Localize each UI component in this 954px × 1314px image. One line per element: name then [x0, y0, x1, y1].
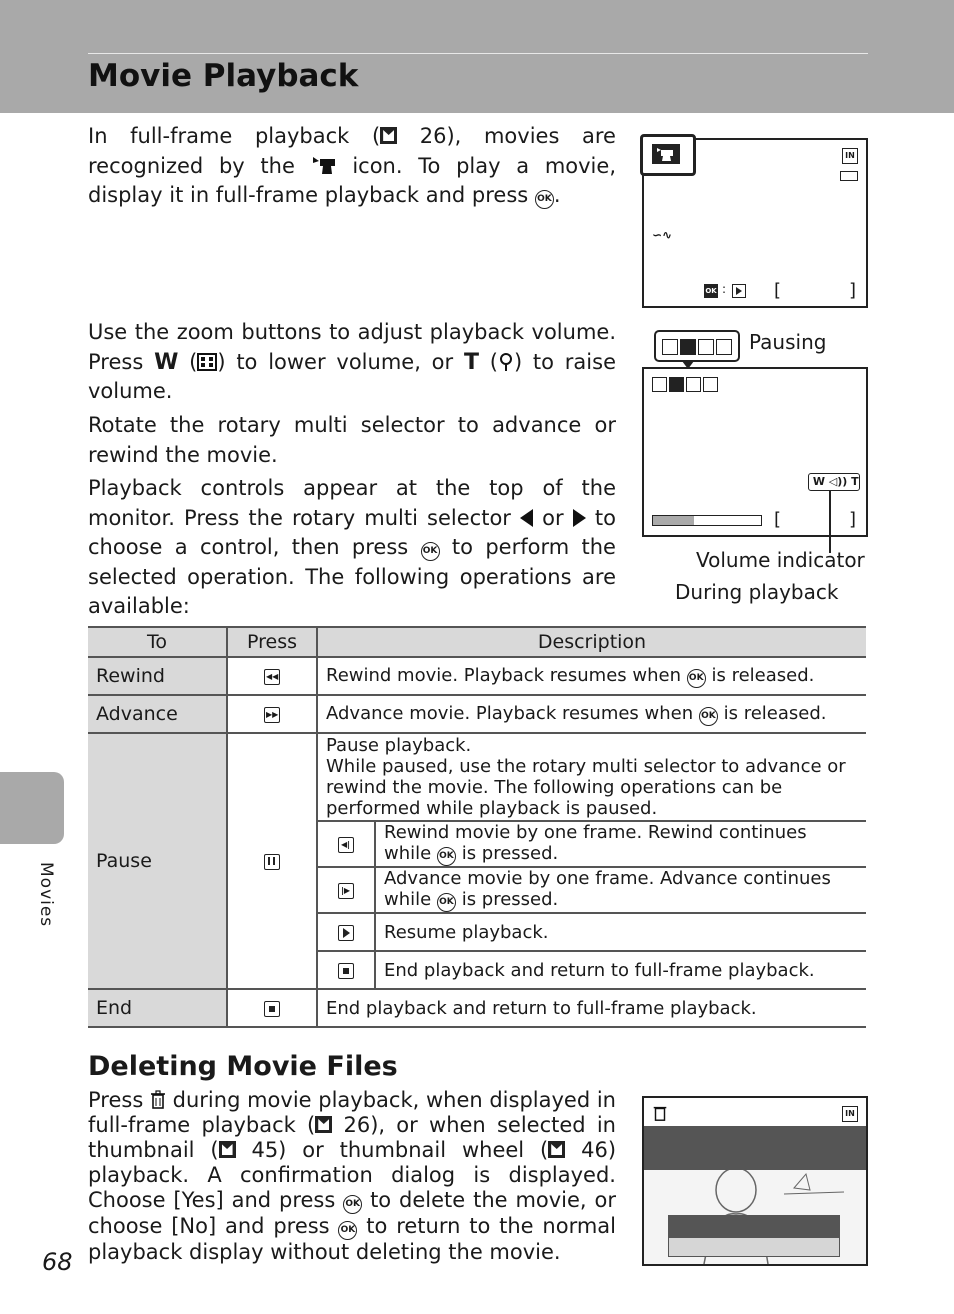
rotary-paragraph: Rotate the rotary multi selector to advance or rewind the movie. [88, 413, 616, 467]
row-to: Advance [88, 695, 227, 733]
pausing-controls-callout [654, 330, 740, 362]
table-header-row [88, 627, 866, 657]
right-arrow-icon [573, 509, 586, 527]
zoom-icon [498, 352, 514, 372]
end-button-icon [264, 1001, 280, 1017]
frame-rewind-icon [662, 339, 678, 355]
trash-icon [150, 1090, 166, 1110]
reference-icon [219, 1141, 236, 1158]
section-tab [0, 772, 64, 844]
row-to: End [88, 989, 227, 1027]
battery-icon [840, 171, 858, 181]
volume-indicator-label: Volume indicator [696, 548, 865, 572]
header-rule [88, 53, 868, 54]
left-arrow-icon [520, 509, 533, 527]
row-to: Rewind [88, 657, 227, 695]
internal-memory-icon: IN [842, 148, 858, 164]
volume-pointer-line [829, 490, 831, 553]
ok-button-icon: OK [535, 190, 554, 209]
dialog-banner [644, 1126, 866, 1170]
table-row: |▶ Advance movie by one frame. Advance continues while OK is pressed. [88, 867, 866, 913]
header-band [0, 0, 954, 113]
thumbnail-icon [197, 353, 217, 371]
section-heading: Deleting Movie Files [88, 1051, 398, 1082]
delete-confirmation-screen [642, 1096, 868, 1266]
end-button-icon [338, 963, 354, 979]
pause-button-icon [264, 854, 280, 870]
row-to: Pause [88, 733, 227, 989]
trash-icon [652, 1104, 668, 1122]
header-to: To [88, 627, 227, 657]
deleting-paragraph: Press during movie playback, when displayed in full-frame playback ( 26), or when selected in thumbnail ( 45) or thumbnail wheel ( 46) playback. A confirmation dialog is displayed. Choose [Yes] and press OK to delete the movie, or choose [No] and press OK to return to the normal playback display without deleting the movie. [88, 1088, 617, 1264]
frame-advance-icon [716, 339, 732, 355]
table-row: Rewind ◀◀ Rewind movie. Playback resumes when OK is released. [88, 657, 866, 695]
table-row: End playback and return to full-frame playback. [88, 951, 866, 989]
table-row [88, 733, 866, 821]
internal-memory-icon: IN [842, 1106, 858, 1122]
ok-button-icon: OK [437, 847, 456, 866]
ok-button-icon: OK [343, 1195, 362, 1214]
reference-icon [548, 1141, 565, 1158]
rewind-control-icon [652, 377, 667, 392]
volume-indicator-icon: W ◁)) T [808, 473, 860, 491]
pause-description: Pause playback. While paused, use the rotary multi selector to advance or rewind the movie. The following operations can be performed while playback is paused. [317, 733, 866, 821]
rewind-button-icon: ◀◀ [264, 669, 280, 685]
ok-button-icon: OK [421, 542, 440, 561]
bracket-left-icon: [ [774, 509, 782, 530]
colon-icon: : [722, 282, 727, 296]
dialog-option-no [668, 1215, 840, 1237]
frame-rewind-button-icon: ◀| [338, 837, 354, 853]
protect-icon: ∽∿ [652, 228, 673, 242]
ok-button-icon: OK [338, 1221, 357, 1240]
table-row: Resume playback. [88, 913, 866, 951]
play-icon [732, 284, 746, 298]
progress-bar [652, 515, 762, 526]
dialog-option-yes [668, 1237, 840, 1257]
bracket-left-icon: [ [774, 280, 782, 301]
playback-controls-bar [652, 377, 718, 392]
intro-paragraph: In full-frame playback ( 26), movies are recognized by the icon. To play a movie, display it in full-frame playback and press OK . [88, 124, 616, 207]
frame-advance-button-icon: |▶ [338, 883, 354, 899]
table-row: Advance ▶▶ Advance movie. Playback resumes when OK is released. [88, 695, 866, 733]
reference-icon [315, 1116, 332, 1133]
bracket-right-icon: ] [848, 509, 856, 530]
resume-button-icon [338, 925, 354, 941]
end-icon [698, 339, 714, 355]
during-playback-screen [642, 367, 868, 537]
pause-control-icon [669, 377, 684, 392]
advance-control-icon [703, 377, 718, 392]
ok-button-icon: OK [687, 669, 706, 688]
table-row: ◀| Rewind movie by one frame. Rewind continues while OK is pressed. [88, 821, 866, 867]
end-control-icon [686, 377, 701, 392]
ok-play-hint-icon: OK [704, 284, 718, 298]
volume-paragraph: Use the zoom buttons to adjust playback volume. Press W ( ) to lower volume, or T ( ) to raise volume. [88, 320, 616, 403]
section-label: Movies [36, 862, 56, 928]
ok-button-icon: OK [437, 893, 456, 912]
header-press: Press [227, 627, 317, 657]
header-description: Description [317, 627, 866, 657]
ok-button-icon: OK [699, 707, 718, 726]
figure-caption: During playback [675, 580, 839, 604]
page-number: 68 [42, 1248, 73, 1276]
page-title: Movie Playback [88, 58, 359, 94]
table-row: End End playback and return to full-frame playback. [88, 989, 866, 1027]
operations-table [88, 626, 866, 1028]
bracket-right-icon: ] [848, 280, 856, 301]
pausing-label: Pausing [749, 330, 827, 354]
reference-icon [380, 127, 397, 144]
resume-icon [680, 339, 696, 355]
advance-button-icon: ▶▶ [264, 707, 280, 723]
movie-indicator-icon [640, 134, 696, 176]
progress-fill [653, 516, 694, 525]
controls-paragraph: Playback controls appear at the top of the monitor. Press the rotary multi selector or to choose a control, then press OK to perform the selected operation. The following operations are available: [88, 476, 616, 618]
full-frame-playback-screen [642, 138, 868, 308]
movie-icon [311, 155, 337, 175]
